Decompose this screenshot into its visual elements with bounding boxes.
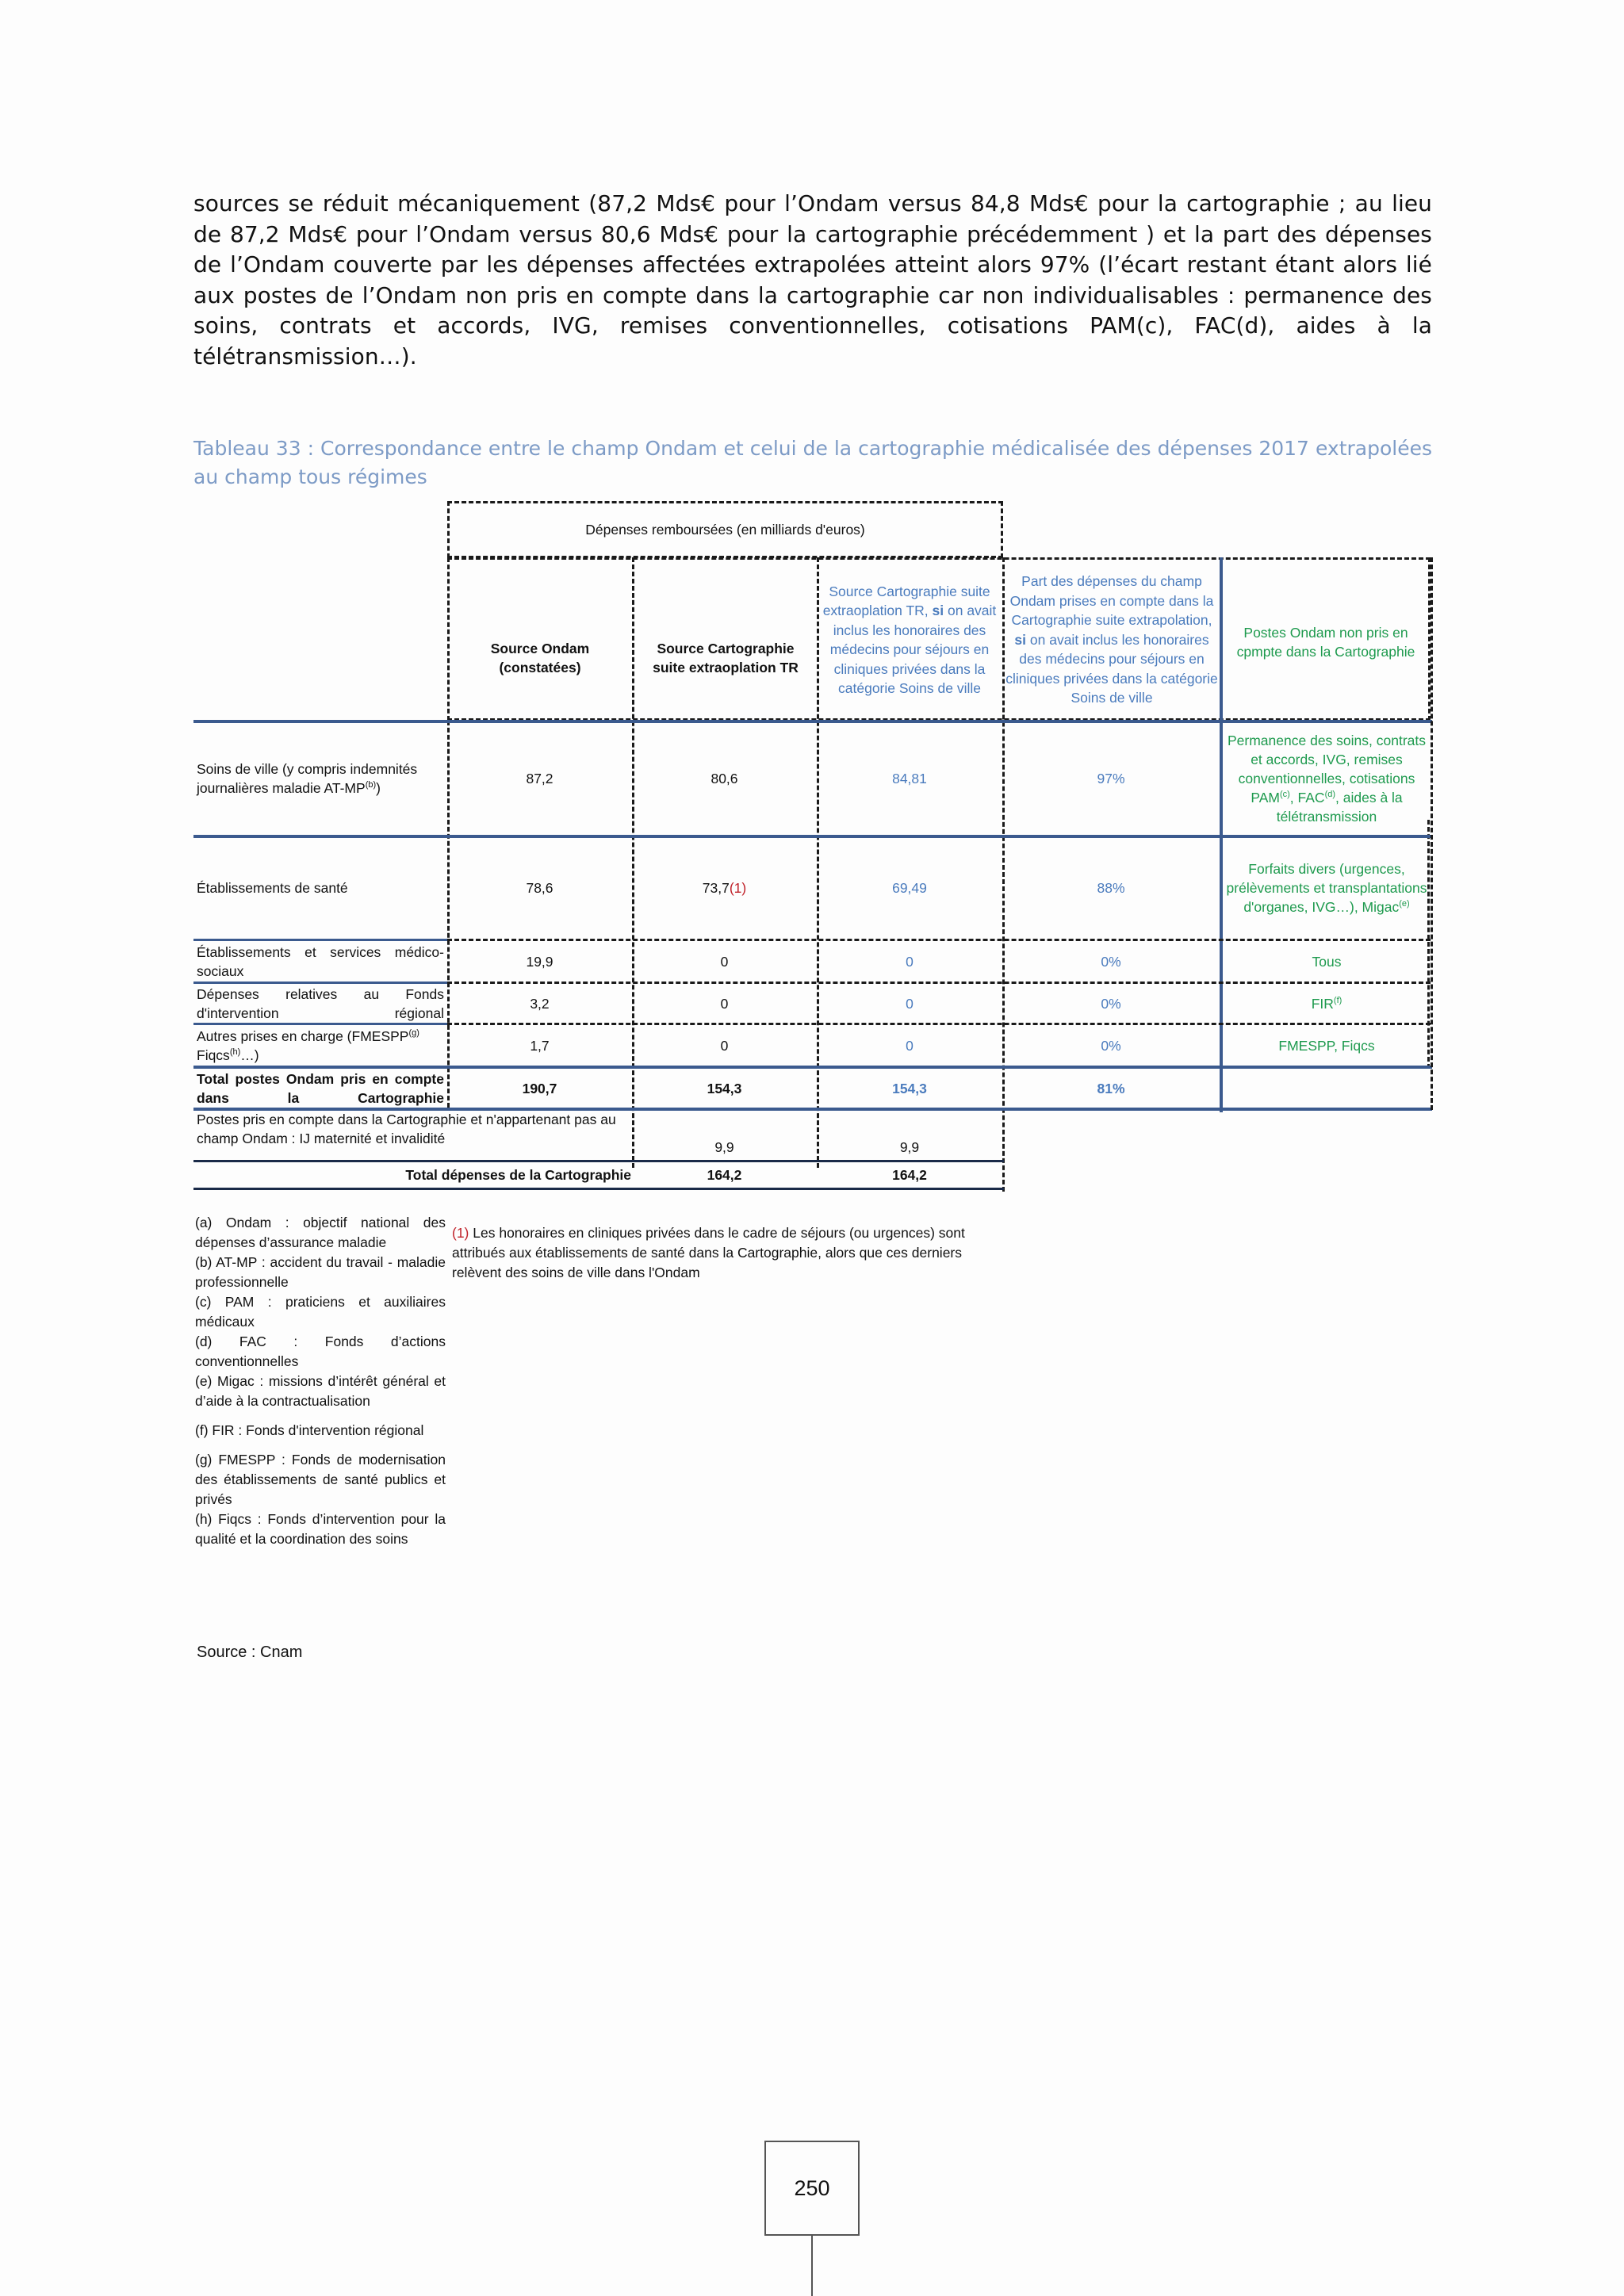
soins-ville-ondam: 87,2: [526, 771, 553, 786]
fir-part: 0%: [1101, 995, 1121, 1012]
fir-postes: FIR$^{(f)}$: [1311, 995, 1342, 1012]
row-label-total-carto: Total dépenses de la Cartographie: [405, 1167, 631, 1183]
medico-sociaux-ondam: 19,9: [526, 953, 553, 970]
etab-sante-carto-si: 69,49: [892, 880, 927, 896]
row-label-autres: Autres prises en charge (FMESPP$^{(g)}$ Fiqcs$^{(h)}$…): [197, 1027, 419, 1063]
footnote-h: (h) Fiqcs : Fonds d’intervention pour la qualité et la coordination des soins: [195, 1511, 446, 1547]
total-carto-carto: 164,2: [707, 1167, 742, 1183]
footnotes: [195, 1213, 446, 1549]
source-line: Source : Cnam: [197, 1644, 303, 1661]
footnote-f: (f) FIR : Fonds d'intervention régional: [195, 1422, 424, 1438]
fir-carto: 0: [720, 995, 729, 1012]
medico-sociaux-part: 0%: [1101, 953, 1121, 970]
autres-part: 0%: [1101, 1037, 1121, 1054]
row-label-total-ondam: Total postes Ondam pris en compte dans la Cartographie: [197, 1070, 444, 1106]
soins-ville-carto-si: 84,81: [892, 771, 927, 786]
footnote-d: (d) FAC : Fonds d’actions conventionnelles: [195, 1334, 446, 1369]
table-caption: Tableau 33 : Correspondance entre le champ Ondam et celui de la cartographie médicalisée des dépenses 2017 extrapolées au champ tous régimes: [193, 437, 1432, 488]
header-part: Part des dépenses du champ Ondam prises en compte dans la Cartographie suite extrapolation, si on avait inclus les honoraires des médecins pour séjours en cliniques privées dans la catégorie Soins de ville: [1005, 573, 1218, 706]
medico-sociaux-postes: Tous: [1312, 953, 1342, 970]
header-carto: Source Cartographie suite extraoplation TR: [653, 641, 799, 675]
autres-carto-si: 0: [906, 1037, 914, 1054]
autres-carto: 0: [720, 1037, 729, 1054]
soins-ville-postes: Permanence des soins, contrats et accords, IVG, remises conventionnelles, cotisations PAM$^{(c)}$, FAC$^{(d)}$, aides à la télétransmission: [1228, 733, 1426, 825]
hors-ondam-carto: 9,9: [714, 1139, 734, 1155]
header-carto-si: Source Cartographie suite extraoplation TR, si on avait inclus les honoraires des médecins pour séjours en cliniques privées dans la catégorie Soins de ville: [822, 583, 997, 696]
super-header: Dépenses remboursées (en milliards d'euros): [585, 522, 865, 538]
etab-sante-part: 88%: [1097, 880, 1125, 896]
etab-sante-carto: 73,7(1): [702, 880, 747, 896]
page-number: 250: [764, 2141, 860, 2236]
row-label-hors-ondam: Postes pris en compte dans la Cartographie et n'appartenant pas au champ Ondam : IJ maternité et invalidité: [197, 1112, 616, 1146]
row-label-etab-sante: Établissements de santé: [197, 880, 348, 896]
row-label-soins-ville: Soins de ville (y compris indemnités journalières maladie AT-MP$^{(b)}$): [197, 761, 418, 796]
total-ondam-carto-si: 154,3: [892, 1080, 927, 1096]
row-label-medico-sociaux: Établissements et services médico-sociaux: [197, 943, 444, 979]
soins-ville-part: 97%: [1097, 771, 1125, 786]
total-ondam-carto: 154,3: [707, 1080, 742, 1096]
medico-sociaux-carto-si: 0: [906, 953, 914, 970]
fir-ondam: 3,2: [530, 995, 550, 1012]
row-label-fir: Dépenses relatives au Fonds d'intervention régional: [197, 985, 444, 1021]
header-ondam: Source Ondam (constatées): [490, 641, 590, 675]
total-ondam-part: 81%: [1097, 1080, 1125, 1096]
autres-postes: FMESPP, Fiqcs: [1278, 1037, 1375, 1054]
header-postes: Postes Ondam non pris en cpmpte dans la Cartographie: [1236, 625, 1415, 660]
footnote-b: (b) AT-MP : accident du travail - maladie professionnelle: [195, 1254, 446, 1290]
footnote-c: (c) PAM : praticiens et auxiliaires médicaux: [195, 1294, 446, 1330]
footnote-a: (a) Ondam : objectif national des dépenses d’assurance maladie: [195, 1215, 446, 1250]
medico-sociaux-carto: 0: [720, 953, 729, 970]
etab-sante-ondam: 78,6: [526, 880, 553, 896]
intro-paragraph: sources se réduit mécaniquement (87,2 Mds€ pour l’Ondam versus 84,8 Mds€ pour la cartographie ; au lieu de 87,2 Mds€ pour l’Ondam versus 80,6 Mds€ pour la cartographie précédemment ) et la part des dépenses de l’Ondam couverte par les dépenses affectées extrapolées atteint alors 97% (l’écart restant étant alors lié aux postes de l’Ondam non pris en compte dans la cartographie car non individualisables : permanence des soins, contrats et accords, IVG, remises conventionnelles, cotisations PAM(c), FAC(d), aides à la télétransmission…).: [193, 190, 1432, 369]
soins-ville-carto: 80,6: [710, 771, 738, 786]
autres-ondam: 1,7: [530, 1037, 550, 1054]
footnote-g: (g) FMESPP : Fonds de modernisation des établissements de santé publics et privés: [195, 1452, 446, 1507]
footnote-e: (e) Migac : missions d’intérêt général et d’aide à la contractualisation: [195, 1373, 446, 1409]
total-carto-carto-si: 164,2: [892, 1167, 927, 1183]
fir-carto-si: 0: [906, 995, 914, 1012]
hors-ondam-carto-si: 9,9: [899, 1139, 920, 1155]
total-ondam-ondam: 190,7: [522, 1080, 557, 1096]
note-1: (1) Les honoraires en cliniques privées dans le cadre de séjours (ou urgences) sont attribués aux établissements de santé dans la Cartographie, alors que ces derniers relèvent des soins de ville dans l'Ondam: [452, 1225, 965, 1280]
etab-sante-postes: Forfaits divers (urgences, prélèvements et transplantations d'organes, IVG…), Migac$^{(e)}$: [1226, 861, 1427, 915]
page-number-stem: [811, 2236, 813, 2296]
